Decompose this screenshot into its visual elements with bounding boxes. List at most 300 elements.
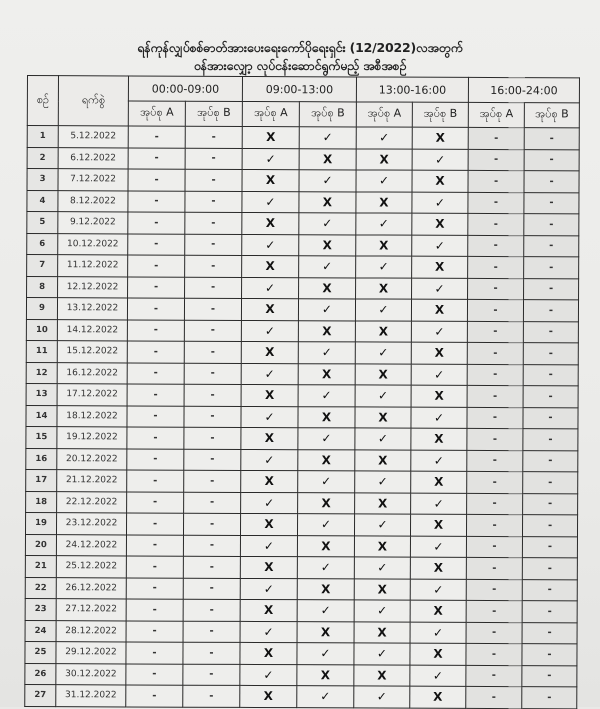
no-outage-dash-cell: - bbox=[184, 298, 241, 320]
x-mark-icon: X bbox=[354, 664, 410, 686]
no-outage-dash-cell: - bbox=[466, 665, 522, 687]
no-outage-dash-cell: - bbox=[185, 169, 242, 191]
x-mark-icon: X bbox=[240, 599, 297, 621]
no-outage-dash-cell: - bbox=[183, 621, 240, 643]
no-outage-dash-cell: - bbox=[128, 169, 185, 191]
no-outage-dash-cell: - bbox=[126, 556, 183, 578]
no-outage-dash-cell: - bbox=[466, 622, 522, 644]
no-outage-dash-cell: - bbox=[127, 470, 184, 492]
no-outage-dash-cell: - bbox=[467, 493, 523, 515]
no-outage-dash-cell: - bbox=[466, 686, 522, 708]
x-mark-icon: X bbox=[297, 621, 354, 643]
x-mark-icon: X bbox=[240, 556, 297, 578]
check-mark-icon: ✓ bbox=[354, 557, 410, 579]
check-mark-icon: ✓ bbox=[298, 471, 355, 493]
no-outage-dash-cell: - bbox=[468, 235, 524, 257]
check-mark-icon: ✓ bbox=[240, 664, 297, 686]
no-outage-dash-cell: - bbox=[183, 513, 240, 535]
group-b-header: အုပ်စု B bbox=[412, 102, 468, 127]
x-mark-icon: X bbox=[356, 191, 412, 213]
no-outage-dash-cell: - bbox=[523, 300, 578, 322]
no-outage-dash-cell: - bbox=[127, 491, 184, 513]
no-outage-dash-cell: - bbox=[467, 385, 523, 407]
x-mark-icon: X bbox=[299, 277, 356, 299]
check-mark-icon: ✓ bbox=[297, 686, 354, 708]
row-date: 29.12.2022 bbox=[56, 642, 126, 664]
row-number: 5 bbox=[27, 212, 58, 234]
no-outage-dash-cell: - bbox=[126, 663, 183, 685]
check-mark-icon: ✓ bbox=[298, 299, 355, 321]
row-number: 27 bbox=[25, 684, 56, 706]
check-mark-icon: ✓ bbox=[298, 428, 355, 450]
row-number: 22 bbox=[25, 577, 56, 599]
time-slot-header: 16:00-24:00 bbox=[468, 77, 579, 102]
x-mark-icon: X bbox=[410, 600, 466, 622]
no-outage-dash-cell: - bbox=[128, 147, 185, 169]
table-row bbox=[25, 620, 577, 644]
check-mark-icon: ✓ bbox=[297, 600, 354, 622]
no-outage-dash-cell: - bbox=[184, 470, 241, 492]
no-outage-dash-cell: - bbox=[523, 450, 578, 472]
row-date: 7.12.2022 bbox=[58, 169, 128, 191]
x-mark-icon: X bbox=[241, 341, 298, 363]
table-row bbox=[26, 362, 578, 386]
no-outage-dash-cell: - bbox=[522, 622, 577, 644]
no-outage-dash-cell: - bbox=[184, 341, 241, 363]
no-outage-dash-cell: - bbox=[184, 427, 241, 449]
row-number: 6 bbox=[27, 233, 58, 255]
check-mark-icon: ✓ bbox=[241, 492, 298, 514]
check-mark-icon: ✓ bbox=[297, 557, 354, 579]
x-mark-icon: X bbox=[298, 320, 355, 342]
row-date: 6.12.2022 bbox=[58, 147, 128, 169]
no-outage-dash-cell: - bbox=[126, 534, 183, 556]
x-mark-icon: X bbox=[297, 664, 354, 686]
x-mark-icon: X bbox=[410, 686, 466, 708]
row-number: 7 bbox=[27, 255, 58, 277]
no-outage-dash-cell: - bbox=[128, 276, 185, 298]
table-row bbox=[27, 169, 579, 193]
no-outage-dash-cell: - bbox=[126, 642, 183, 664]
no-outage-dash-cell: - bbox=[185, 255, 242, 277]
no-outage-dash-cell: - bbox=[126, 620, 183, 642]
table-row bbox=[26, 469, 578, 493]
no-outage-dash-cell: - bbox=[467, 428, 523, 450]
row-date: 13.12.2022 bbox=[57, 298, 127, 320]
header-row-time-slots bbox=[27, 76, 579, 103]
no-outage-dash-cell: - bbox=[127, 341, 184, 363]
time-slot-header: 09:00-13:00 bbox=[242, 76, 356, 101]
no-outage-dash-cell: - bbox=[524, 235, 579, 257]
check-mark-icon: ✓ bbox=[297, 514, 354, 536]
check-mark-icon: ✓ bbox=[412, 235, 468, 257]
table-row bbox=[26, 448, 578, 472]
row-number: 13 bbox=[26, 383, 57, 405]
row-date: 10.12.2022 bbox=[58, 233, 128, 255]
x-mark-icon: X bbox=[298, 406, 355, 428]
no-outage-dash-cell: - bbox=[183, 578, 240, 600]
x-mark-icon: X bbox=[242, 212, 299, 234]
table-row bbox=[26, 426, 578, 450]
check-mark-icon: ✓ bbox=[354, 514, 410, 536]
x-mark-icon: X bbox=[297, 578, 354, 600]
check-mark-icon: ✓ bbox=[240, 578, 297, 600]
row-date: 11.12.2022 bbox=[58, 255, 128, 277]
no-outage-dash-cell: - bbox=[128, 212, 185, 234]
check-mark-icon: ✓ bbox=[356, 256, 412, 278]
table-row bbox=[25, 577, 577, 601]
no-outage-dash-cell: - bbox=[468, 278, 524, 300]
no-outage-dash-cell: - bbox=[183, 535, 240, 557]
row-number: 2 bbox=[27, 147, 58, 169]
no-outage-dash-cell: - bbox=[523, 472, 578, 494]
no-outage-dash-cell: - bbox=[183, 642, 240, 664]
x-mark-icon: X bbox=[242, 169, 299, 191]
check-mark-icon: ✓ bbox=[299, 170, 356, 192]
document-title-line-2: ဝန်အားလျှော့ လုပ်ငန်းဆောင်ရွက်မည့် အစီအစဉ် bbox=[193, 58, 407, 73]
x-mark-icon: X bbox=[356, 234, 412, 256]
no-outage-dash-cell: - bbox=[127, 448, 184, 470]
row-date: 12.12.2022 bbox=[58, 276, 128, 298]
no-outage-dash-cell: - bbox=[128, 126, 185, 148]
table-row bbox=[26, 340, 578, 364]
no-outage-dash-cell: - bbox=[468, 127, 524, 149]
row-date: 5.12.2022 bbox=[58, 126, 128, 148]
table-row bbox=[25, 555, 577, 579]
schedule-body bbox=[25, 126, 580, 709]
row-number: 14 bbox=[26, 405, 57, 427]
load-shedding-schedule-table bbox=[24, 75, 580, 709]
no-outage-dash-cell: - bbox=[126, 599, 183, 621]
row-number: 20 bbox=[25, 534, 56, 556]
no-outage-dash-cell: - bbox=[127, 427, 184, 449]
no-outage-dash-cell: - bbox=[522, 515, 577, 537]
x-mark-icon: X bbox=[411, 428, 467, 450]
check-mark-icon: ✓ bbox=[298, 385, 355, 407]
check-mark-icon: ✓ bbox=[241, 406, 298, 428]
check-mark-icon: ✓ bbox=[297, 643, 354, 665]
no-outage-dash-cell: - bbox=[184, 449, 241, 471]
x-mark-icon: X bbox=[410, 557, 466, 579]
row-date: 17.12.2022 bbox=[57, 384, 127, 406]
no-outage-dash-cell: - bbox=[467, 364, 523, 386]
group-a-header: အုပ်စု A bbox=[356, 102, 412, 127]
row-date: 19.12.2022 bbox=[57, 427, 127, 449]
group-b-header: အုပ်စု B bbox=[185, 101, 242, 126]
x-mark-icon: X bbox=[355, 406, 411, 428]
no-outage-dash-cell: - bbox=[523, 407, 578, 429]
row-date: 28.12.2022 bbox=[56, 620, 126, 642]
row-number: 25 bbox=[25, 641, 56, 663]
check-mark-icon: ✓ bbox=[355, 342, 411, 364]
row-number: 23 bbox=[25, 598, 56, 620]
x-mark-icon: X bbox=[297, 535, 354, 557]
check-mark-icon: ✓ bbox=[354, 643, 410, 665]
row-date: 8.12.2022 bbox=[58, 190, 128, 212]
check-mark-icon: ✓ bbox=[356, 170, 412, 192]
no-outage-dash-cell: - bbox=[524, 171, 579, 193]
no-outage-dash-cell: - bbox=[467, 450, 523, 472]
row-date: 16.12.2022 bbox=[57, 362, 127, 384]
x-mark-icon: X bbox=[356, 277, 412, 299]
no-outage-dash-cell: - bbox=[466, 579, 522, 601]
no-outage-dash-cell: - bbox=[183, 664, 240, 686]
no-outage-dash-cell: - bbox=[184, 320, 241, 342]
table-row bbox=[26, 491, 578, 515]
no-outage-dash-cell: - bbox=[468, 170, 524, 192]
no-outage-dash-cell: - bbox=[183, 556, 240, 578]
no-outage-dash-cell: - bbox=[127, 384, 184, 406]
check-mark-icon: ✓ bbox=[241, 449, 298, 471]
table-row bbox=[25, 663, 577, 687]
check-mark-icon: ✓ bbox=[354, 600, 410, 622]
no-outage-dash-cell: - bbox=[524, 149, 579, 171]
x-mark-icon: X bbox=[355, 492, 411, 514]
check-mark-icon: ✓ bbox=[356, 213, 412, 235]
no-outage-dash-cell: - bbox=[127, 362, 184, 384]
no-outage-dash-cell: - bbox=[524, 192, 579, 214]
no-outage-dash-cell: - bbox=[523, 343, 578, 365]
x-mark-icon: X bbox=[412, 170, 468, 192]
check-mark-icon: ✓ bbox=[412, 192, 468, 214]
no-outage-dash-cell: - bbox=[522, 601, 577, 623]
row-date: 9.12.2022 bbox=[58, 212, 128, 234]
group-a-header: အုပ်စု A bbox=[468, 102, 524, 127]
no-outage-dash-cell: - bbox=[522, 687, 577, 709]
row-date: 26.12.2022 bbox=[56, 577, 126, 599]
check-mark-icon: ✓ bbox=[355, 299, 411, 321]
row-number: 1 bbox=[27, 126, 58, 148]
x-mark-icon: X bbox=[354, 621, 410, 643]
no-outage-dash-cell: - bbox=[185, 234, 242, 256]
x-mark-icon: X bbox=[355, 449, 411, 471]
row-date: 21.12.2022 bbox=[57, 470, 127, 492]
no-outage-dash-cell: - bbox=[467, 471, 523, 493]
x-mark-icon: X bbox=[299, 191, 356, 213]
x-mark-icon: X bbox=[354, 578, 410, 600]
column-header-date: ရက်စွဲ bbox=[58, 76, 128, 126]
column-header-number: စဉ် bbox=[27, 76, 58, 126]
x-mark-icon: X bbox=[356, 148, 412, 170]
row-number: 26 bbox=[25, 663, 56, 685]
no-outage-dash-cell: - bbox=[468, 256, 524, 278]
no-outage-dash-cell: - bbox=[524, 257, 579, 279]
check-mark-icon: ✓ bbox=[240, 535, 297, 557]
x-mark-icon: X bbox=[298, 492, 355, 514]
check-mark-icon: ✓ bbox=[412, 278, 468, 300]
no-outage-dash-cell: - bbox=[185, 191, 242, 213]
row-date: 15.12.2022 bbox=[57, 341, 127, 363]
check-mark-icon: ✓ bbox=[412, 149, 468, 171]
x-mark-icon: X bbox=[412, 213, 468, 235]
no-outage-dash-cell: - bbox=[184, 492, 241, 514]
row-number: 8 bbox=[27, 276, 58, 298]
row-date: 22.12.2022 bbox=[57, 491, 127, 513]
no-outage-dash-cell: - bbox=[126, 685, 183, 707]
check-mark-icon: ✓ bbox=[355, 471, 411, 493]
row-number: 19 bbox=[25, 512, 56, 534]
no-outage-dash-cell: - bbox=[522, 665, 577, 687]
no-outage-dash-cell: - bbox=[522, 558, 577, 580]
row-date: 18.12.2022 bbox=[57, 405, 127, 427]
check-mark-icon: ✓ bbox=[354, 686, 410, 708]
no-outage-dash-cell: - bbox=[468, 192, 524, 214]
x-mark-icon: X bbox=[412, 127, 468, 149]
x-mark-icon: X bbox=[241, 298, 298, 320]
no-outage-dash-cell: - bbox=[468, 149, 524, 171]
no-outage-dash-cell: - bbox=[523, 364, 578, 386]
no-outage-dash-cell: - bbox=[467, 321, 523, 343]
no-outage-dash-cell: - bbox=[127, 298, 184, 320]
x-mark-icon: X bbox=[240, 685, 297, 707]
no-outage-dash-cell: - bbox=[466, 557, 522, 579]
table-row bbox=[26, 319, 578, 343]
x-mark-icon: X bbox=[411, 299, 467, 321]
no-outage-dash-cell: - bbox=[185, 126, 242, 148]
no-outage-dash-cell: - bbox=[127, 405, 184, 427]
x-mark-icon: X bbox=[298, 363, 355, 385]
no-outage-dash-cell: - bbox=[128, 233, 185, 255]
row-number: 16 bbox=[26, 448, 57, 470]
no-outage-dash-cell: - bbox=[128, 255, 185, 277]
group-a-header: အုပ်စု A bbox=[242, 101, 299, 126]
no-outage-dash-cell: - bbox=[184, 406, 241, 428]
row-date: 30.12.2022 bbox=[56, 663, 126, 685]
no-outage-dash-cell: - bbox=[524, 214, 579, 236]
row-date: 20.12.2022 bbox=[57, 448, 127, 470]
table-row bbox=[26, 383, 578, 407]
table-row bbox=[27, 212, 579, 236]
check-mark-icon: ✓ bbox=[410, 579, 466, 601]
check-mark-icon: ✓ bbox=[299, 256, 356, 278]
no-outage-dash-cell: - bbox=[185, 148, 242, 170]
check-mark-icon: ✓ bbox=[242, 148, 299, 170]
x-mark-icon: X bbox=[241, 470, 298, 492]
x-mark-icon: X bbox=[410, 514, 466, 536]
x-mark-icon: X bbox=[411, 471, 467, 493]
no-outage-dash-cell: - bbox=[183, 599, 240, 621]
x-mark-icon: X bbox=[411, 385, 467, 407]
check-mark-icon: ✓ bbox=[241, 363, 298, 385]
check-mark-icon: ✓ bbox=[411, 364, 467, 386]
row-number: 17 bbox=[26, 469, 57, 491]
no-outage-dash-cell: - bbox=[466, 600, 522, 622]
table-row bbox=[25, 534, 577, 558]
check-mark-icon: ✓ bbox=[410, 622, 466, 644]
no-outage-dash-cell: - bbox=[185, 212, 242, 234]
row-date: 14.12.2022 bbox=[57, 319, 127, 341]
row-number: 9 bbox=[26, 298, 57, 320]
check-mark-icon: ✓ bbox=[411, 407, 467, 429]
no-outage-dash-cell: - bbox=[523, 386, 578, 408]
row-number: 4 bbox=[27, 190, 58, 212]
row-number: 24 bbox=[25, 620, 56, 642]
x-mark-icon: X bbox=[299, 234, 356, 256]
row-number: 10 bbox=[26, 319, 57, 341]
no-outage-dash-cell: - bbox=[524, 278, 579, 300]
time-slot-header: 13:00-16:00 bbox=[356, 77, 468, 102]
row-date: 23.12.2022 bbox=[56, 513, 126, 535]
table-row bbox=[27, 147, 579, 171]
x-mark-icon: X bbox=[242, 126, 299, 148]
row-number: 11 bbox=[26, 340, 57, 362]
x-mark-icon: X bbox=[354, 535, 410, 557]
check-mark-icon: ✓ bbox=[242, 234, 299, 256]
check-mark-icon: ✓ bbox=[242, 277, 299, 299]
x-mark-icon: X bbox=[411, 342, 467, 364]
check-mark-icon: ✓ bbox=[298, 342, 355, 364]
check-mark-icon: ✓ bbox=[240, 621, 297, 643]
row-number: 12 bbox=[26, 362, 57, 384]
x-mark-icon: X bbox=[241, 427, 298, 449]
check-mark-icon: ✓ bbox=[410, 536, 466, 558]
x-mark-icon: X bbox=[410, 643, 466, 665]
x-mark-icon: X bbox=[240, 642, 297, 664]
table-row bbox=[25, 684, 577, 708]
check-mark-icon: ✓ bbox=[242, 191, 299, 213]
table-row bbox=[27, 276, 579, 300]
check-mark-icon: ✓ bbox=[410, 665, 466, 687]
no-outage-dash-cell: - bbox=[466, 536, 522, 558]
table-row bbox=[27, 190, 579, 214]
row-date: 25.12.2022 bbox=[56, 556, 126, 578]
x-mark-icon: X bbox=[412, 256, 468, 278]
check-mark-icon: ✓ bbox=[241, 320, 298, 342]
no-outage-dash-cell: - bbox=[523, 321, 578, 343]
row-date: 27.12.2022 bbox=[56, 599, 126, 621]
x-mark-icon: X bbox=[241, 384, 298, 406]
table-row bbox=[26, 298, 578, 322]
no-outage-dash-cell: - bbox=[184, 384, 241, 406]
no-outage-dash-cell: - bbox=[522, 644, 577, 666]
row-date: 31.12.2022 bbox=[56, 685, 126, 707]
check-mark-icon: ✓ bbox=[411, 493, 467, 515]
table-row bbox=[25, 598, 577, 622]
no-outage-dash-cell: - bbox=[184, 363, 241, 385]
group-a-header: အုပ်စု A bbox=[128, 101, 185, 126]
no-outage-dash-cell: - bbox=[126, 577, 183, 599]
check-mark-icon: ✓ bbox=[411, 450, 467, 472]
check-mark-icon: ✓ bbox=[299, 127, 356, 149]
x-mark-icon: X bbox=[298, 449, 355, 471]
no-outage-dash-cell: - bbox=[128, 190, 185, 212]
check-mark-icon: ✓ bbox=[299, 213, 356, 235]
row-date: 24.12.2022 bbox=[56, 534, 126, 556]
group-b-header: အုပ်စု B bbox=[524, 103, 579, 128]
no-outage-dash-cell: - bbox=[127, 319, 184, 341]
table-row bbox=[27, 233, 579, 257]
table-row bbox=[25, 641, 577, 665]
table-row bbox=[25, 512, 577, 536]
table-row bbox=[26, 405, 578, 429]
no-outage-dash-cell: - bbox=[522, 579, 577, 601]
no-outage-dash-cell: - bbox=[185, 277, 242, 299]
row-number: 18 bbox=[26, 491, 57, 513]
x-mark-icon: X bbox=[355, 320, 411, 342]
no-outage-dash-cell: - bbox=[522, 536, 577, 558]
row-number: 15 bbox=[26, 426, 57, 448]
no-outage-dash-cell: - bbox=[467, 407, 523, 429]
document-title-line-1: ရန်ကုန်လျှပ်စစ်ဓာတ်အားပေးရေးကော်ပိုရေးရှင်း (12/2022)လအတွက် bbox=[137, 40, 463, 55]
row-number: 21 bbox=[25, 555, 56, 577]
no-outage-dash-cell: - bbox=[523, 429, 578, 451]
no-outage-dash-cell: - bbox=[523, 493, 578, 515]
check-mark-icon: ✓ bbox=[355, 385, 411, 407]
check-mark-icon: ✓ bbox=[356, 127, 412, 149]
no-outage-dash-cell: - bbox=[183, 685, 240, 707]
x-mark-icon: X bbox=[240, 513, 297, 535]
no-outage-dash-cell: - bbox=[466, 514, 522, 536]
